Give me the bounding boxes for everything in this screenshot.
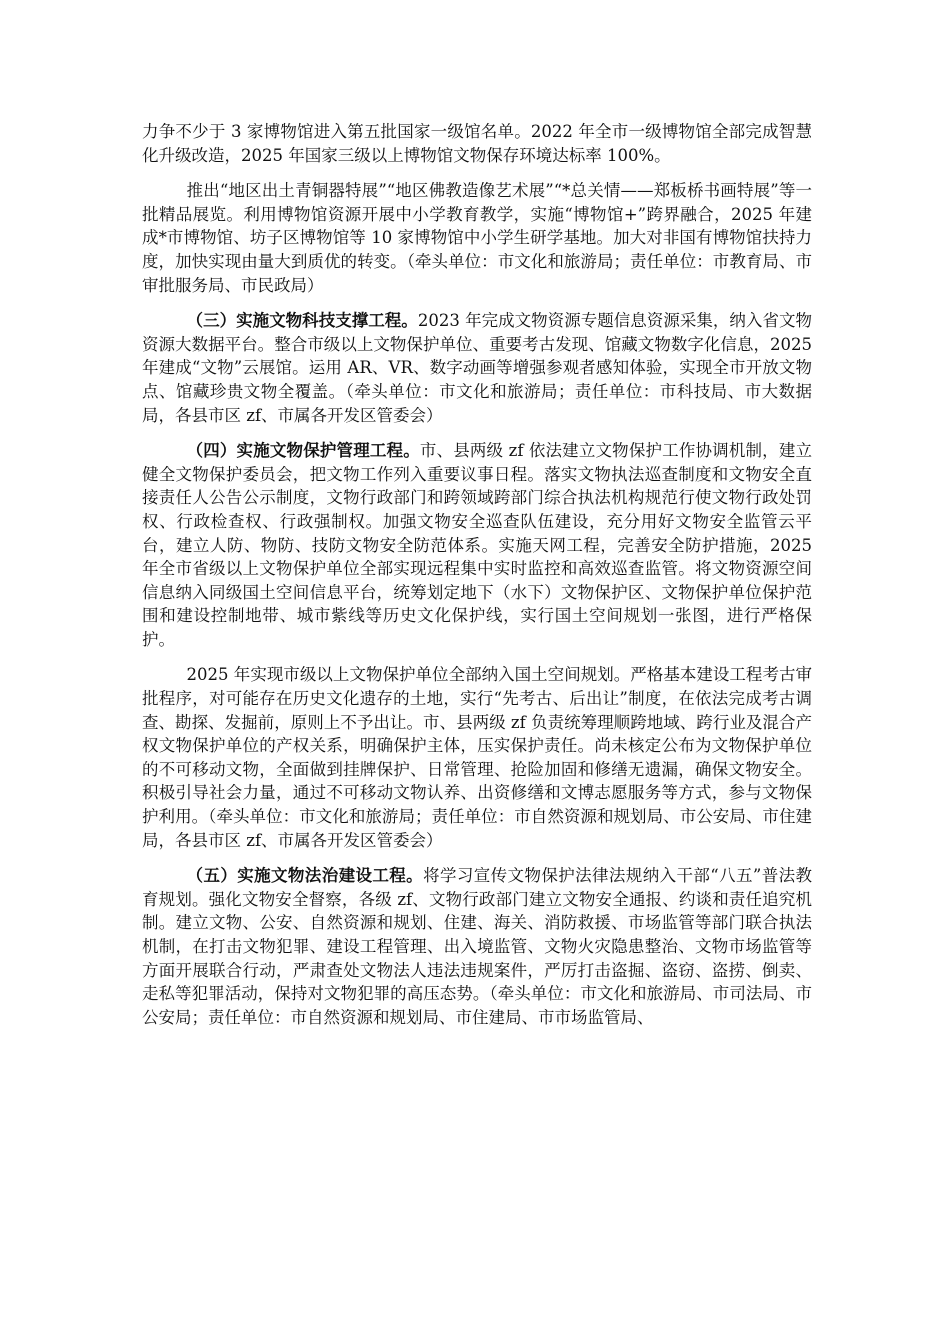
section-protection-management: [142, 439, 812, 651]
document-page: [142, 120, 812, 1041]
paragraph-text: 市、县两级 zf 依法建立文物保护工作协调机制，建立健全文物保护委员会，把文物工作列入重要议事日程。落实文物执法巡查制度和文物安全直接责任人公告公示制度，文物行政部门和跨领域跨部门综合执法机构规范行使文物行政处罚权、行政检查权、行政强制权。加强文物安全巡查队伍建设，充分用好文物安全监管云平台，建立人防、物防、技防文物安全防范体系。实施天网工程，完善安全防护措施，2025 年全市省级以上文物保护单位全部实现远程集中实时监控和高效巡查监管。将文物资源空间信息纳入同级国土空间信息平台，统筹划定地下（水下）文物保护区、文物保护单位保护范围和建设控制地带、城市紫线等历史文化保护线，实行国土空间规划一张图，进行严格保护。: [142, 441, 813, 649]
paragraph-museum-targets: [142, 120, 812, 167]
paragraph-text: 2023 年完成文物资源专题信息资源采集，纳入省文物资源大数据平台。整合市级以上文物保护单位、重要考古发现、馆藏文物数字化信息，2025 年建成“文物”云展馆。运用 AR、VR、数字动画等增强参观者感知体验，实现全市开放文物点、馆藏珍贵文物全覆盖。（牵头单位：市文化和旅游局；责任单位：市科技局、市大数据局，各县市区 zf、市属各开发区管委会）: [142, 311, 812, 425]
section-heading: （三）实施文物科技支撑工程。: [186, 311, 418, 331]
section-legal-construction: [142, 864, 812, 1029]
paragraph-exhibitions: [142, 179, 812, 297]
section-heading: （五）实施文物法治建设工程。: [186, 866, 424, 886]
section-heading: （四）实施文物保护管理工程。: [186, 441, 420, 461]
paragraph-text: 2025 年实现市级以上文物保护单位全部纳入国土空间规划。严格基本建设工程考古审批程序，对可能存在历史文化遗存的土地，实行“先考古、后出让”制度，在依法完成考古调查、勘探、发掘前，原则上不予出让。市、县两级 zf 负责统筹理顺跨地域、跨行业及混合产权文物保护单位的产权关系，明确保护主体，压实保护责任。尚未核定公布为文物保护单位的不可移动文物，全面做到挂牌保护、日常管理、抢险加固和修缮无遗漏，确保文物安全。积极引导社会力量，通过不可移动文物认养、出资修缮和文博志愿服务等方式，参与文物保护利用。（牵头单位：市文化和旅游局；责任单位：市自然资源和规划局、市公安局、市住建局，各县市区 zf、市属各开发区管委会）: [142, 665, 812, 850]
paragraph-text: 力争不少于 3 家博物馆进入第五批国家一级馆名单。2022 年全市一级博物馆全部完成智慧化升级改造，2025 年国家三级以上博物馆文物保存环境达标率 100%。: [142, 122, 812, 165]
paragraph-text: 推出“地区出土青铜器特展”“地区佛教造像艺术展”“*总关情——郑板桥书画特展”等一批精品展览。利用博物馆资源开展中小学教育教学，实施“博物馆+”跨界融合，2025 年建成*市博物馆、坊子区博物馆等 10 家博物馆中小学生研学基地。加大对非国有博物馆扶持力度，加快实现由量大到质优的转变。（牵头单位：市文化和旅游局；责任单位：市教育局、市审批服务局、市民政局）: [142, 181, 812, 295]
paragraph-text: 将学习宣传文物保护法律法规纳入干部“八五”普法教育规划。强化文物安全督察，各级 zf、文物行政部门建立文物安全通报、约谈和责任追究机制。建立文物、公安、自然资源和规划、住建、海关、消防救援、市场监管等部门联合执法机制，在打击文物犯罪、建设工程管理、出入境监管、文物火灾隐患整治、文物市场监管等方面开展联合行动，严肃查处文物法人违法违规案件，严厉打击盗掘、盗窃、盗捞、倒卖、走私等犯罪活动，保持对文物犯罪的高压态势。（牵头单位：市文化和旅游局、市司法局、市公安局；责任单位：市自然资源和规划局、市住建局、市市场监管局、: [142, 866, 813, 1027]
paragraph-spatial-planning: [142, 663, 812, 852]
section-tech-support: [142, 309, 812, 427]
